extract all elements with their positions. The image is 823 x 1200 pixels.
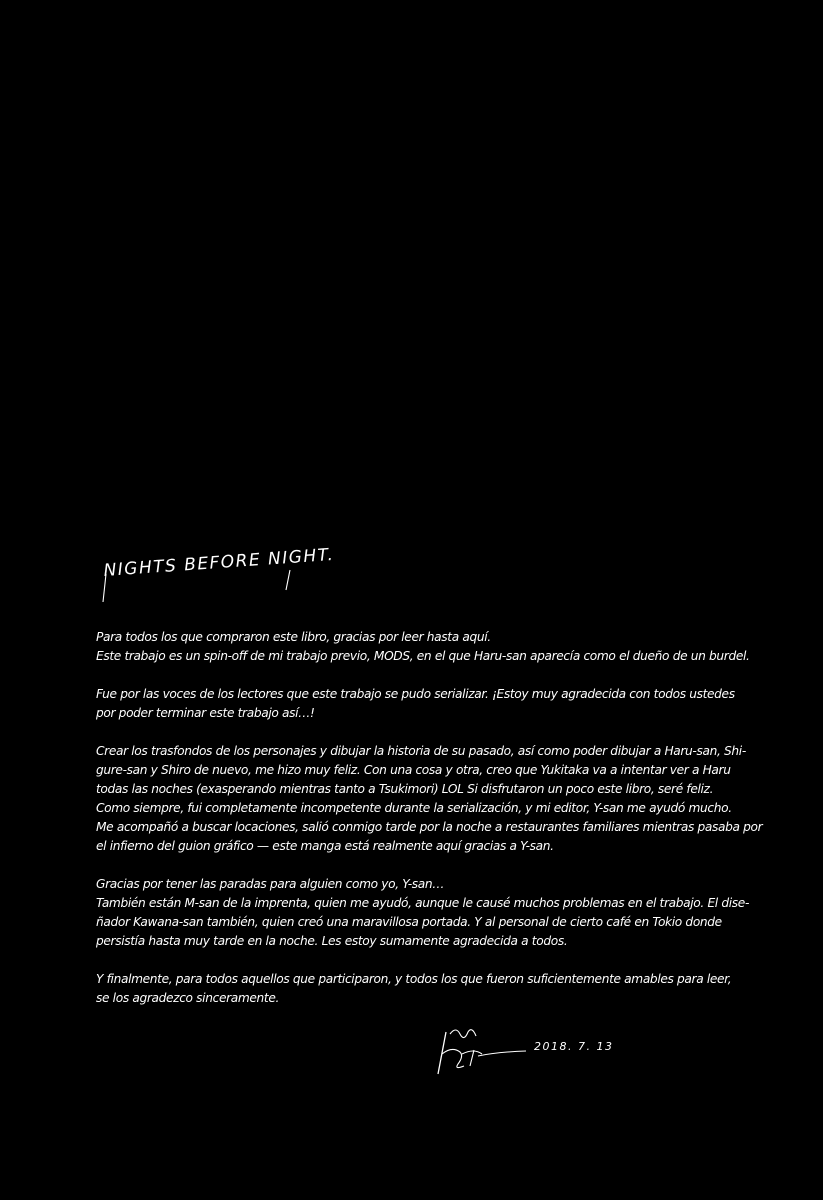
text-line: Me acompañó a buscar locaciones, salió conmigo tarde por la noche a restaurantes familiares mientras pasaba por — [96, 820, 763, 834]
text-line: el infierno del guion gráfico — este manga está realmente aquí gracias a Y-san. — [96, 839, 554, 853]
paragraph-intro — [96, 628, 796, 666]
text-line: Este trabajo es un spin-off de mi trabajo previo, MODS, en el que Haru-san aparecía como el dueño de un burdel. — [96, 649, 750, 663]
paragraph-thanks — [96, 875, 796, 951]
text-line: gure-san y Shiro de nuevo, me hizo muy feliz. Con una cosa y otra, creo que Yukitaka va a intentar ver a Haru — [96, 763, 731, 777]
text-line: Fue por las voces de los lectores que este trabajo se pudo serializar. ¡Estoy muy agradecida con todos ustedes — [96, 687, 735, 701]
text-line: Crear los trasfondos de los personajes y dibujar la historia de su pasado, así como poder dibujar a Haru-san, Shi- — [96, 744, 746, 758]
text-line: Gracias por tener las paradas para alguien como yo, Y-san… — [96, 877, 445, 891]
text-line: ñador Kawana-san también, quien creó una maravillosa portada. Y al personal de cierto café en Tokio donde — [96, 915, 722, 929]
text-line: Y finalmente, para todos aquellos que participaron, y todos los que fueron suficientemente amables para leer, — [96, 972, 732, 986]
paragraph-closing — [96, 970, 796, 1008]
text-line: se los agradezco sinceramente. — [96, 991, 280, 1005]
text-line: por poder terminar este trabajo así…! — [96, 706, 315, 720]
handwritten-title — [100, 540, 400, 610]
text-line: Como siempre, fui completamente incompetente durante la serialización, y mi editor, Y-san me ayudó mucho. — [96, 801, 732, 815]
author-signature — [434, 1024, 634, 1080]
paragraph-characters — [96, 742, 796, 856]
signature-scribble — [434, 1024, 534, 1080]
title-text: NIGHTS BEFORE NIGHT. — [102, 544, 336, 581]
title-lettering — [100, 540, 400, 610]
afterword-body — [96, 628, 796, 1027]
paragraph-readers — [96, 685, 796, 723]
text-line: persistía hasta muy tarde en la noche. Les estoy sumamente agradecida a todos. — [96, 934, 568, 948]
signature-date: 2018. 7. 13 — [534, 1040, 614, 1053]
text-line: todas las noches (exasperando mientras tanto a Tsukimori) LOL Si disfrutaron un poco este libro, seré feliz. — [96, 782, 714, 796]
text-line: Para todos los que compraron este libro, gracias por leer hasta aquí. — [96, 630, 491, 644]
text-line: También están M-san de la imprenta, quien me ayudó, aunque le causé muchos problemas en el trabajo. El dise- — [96, 896, 749, 910]
